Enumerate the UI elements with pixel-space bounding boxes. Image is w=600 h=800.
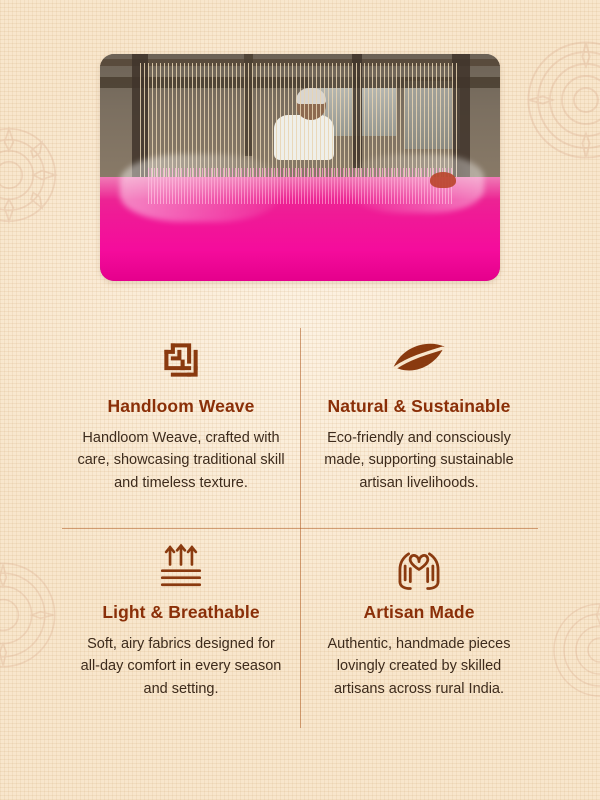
breathable-arrows-icon bbox=[156, 538, 206, 594]
handloom-knot-icon bbox=[155, 332, 207, 388]
feature-description: Handloom Weave, crafted with care, showcasing traditional skill and timeless texture. bbox=[77, 430, 285, 491]
hands-heart-icon bbox=[391, 538, 447, 594]
features-grid bbox=[62, 322, 538, 734]
feature-card-light-breathable bbox=[62, 528, 300, 734]
mandala-ornament-icon bbox=[526, 40, 600, 165]
feature-card-artisan-made bbox=[300, 528, 538, 734]
hero-illustration bbox=[100, 54, 500, 281]
mandala-ornament-icon bbox=[0, 120, 64, 235]
feature-title: Natural & Sustainable bbox=[327, 396, 511, 416]
leaf-icon bbox=[392, 332, 446, 388]
feature-title: Handloom Weave bbox=[107, 396, 255, 416]
feature-card-natural-sustainable bbox=[300, 322, 538, 528]
hero-image bbox=[100, 54, 500, 281]
feature-description: Authentic, handmade pieces lovingly created by skilled artisans across rural India. bbox=[327, 636, 511, 697]
feature-title: Light & Breathable bbox=[102, 602, 260, 622]
feature-title: Artisan Made bbox=[363, 602, 475, 622]
mandala-ornament-icon bbox=[0, 560, 58, 675]
feature-card-handloom-weave bbox=[62, 322, 300, 528]
feature-description: Eco-friendly and consciously made, supporting sustainable artisan livelihoods. bbox=[324, 430, 514, 491]
feature-description: Soft, airy fabrics designed for all-day comfort in every season and setting. bbox=[80, 636, 282, 697]
mandala-ornament-icon bbox=[550, 600, 600, 705]
